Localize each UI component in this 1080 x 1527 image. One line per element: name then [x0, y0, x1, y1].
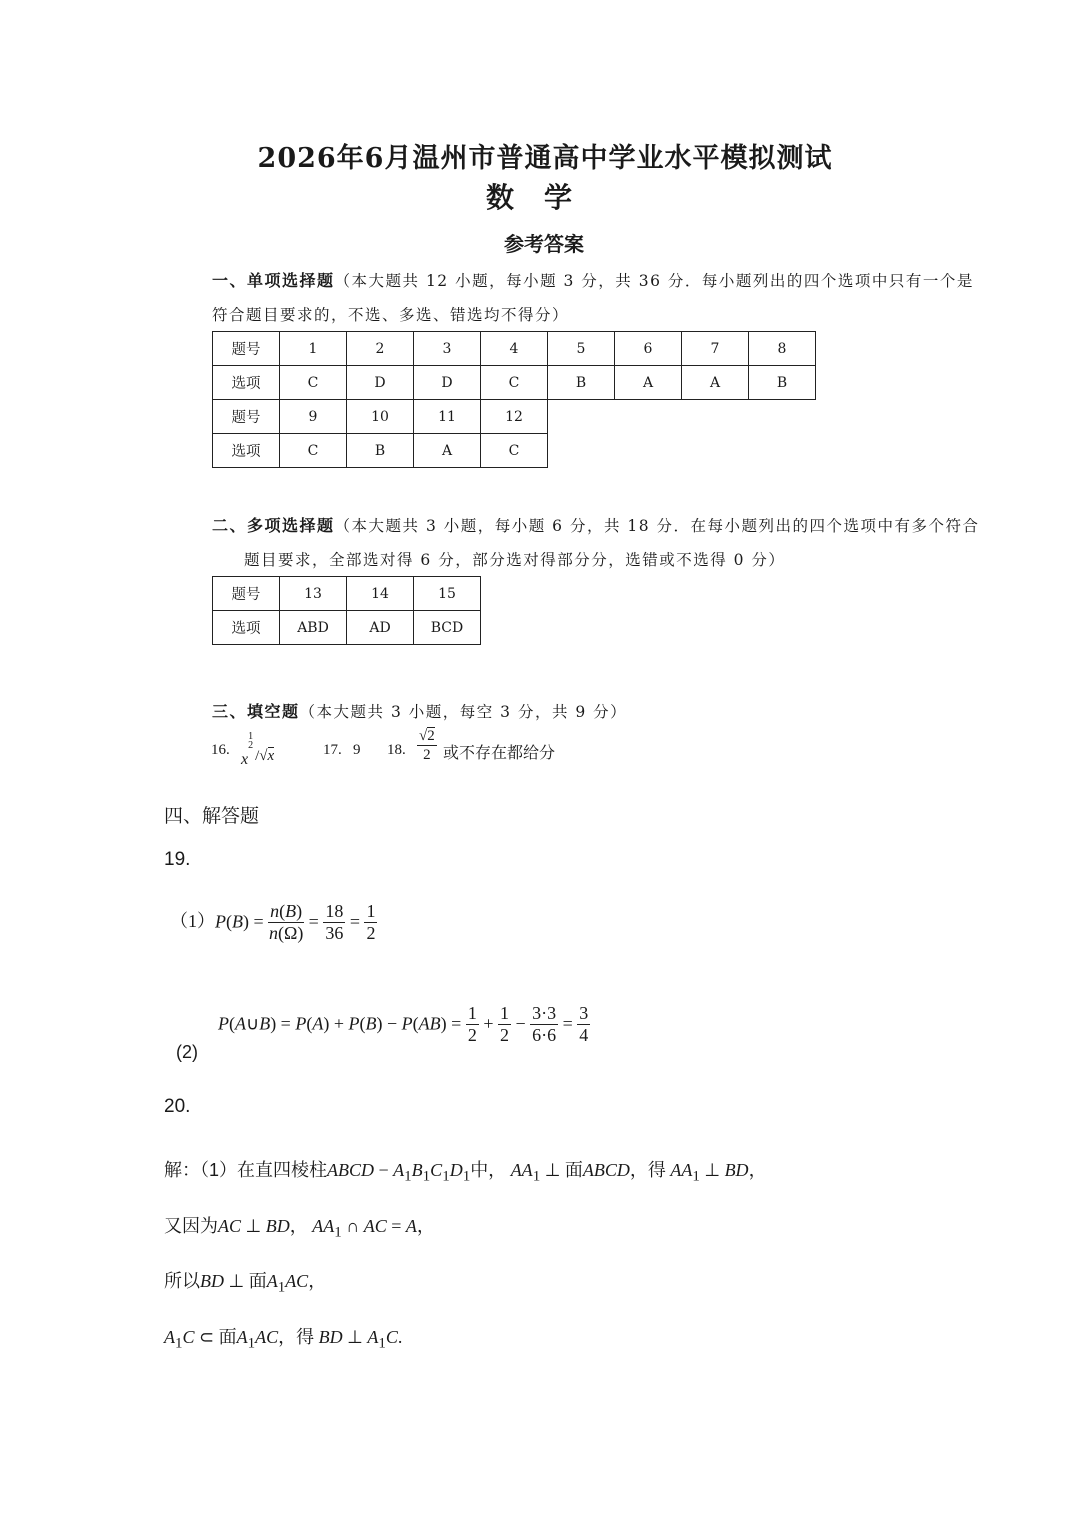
q16-answer: x1 2/√x — [241, 731, 275, 768]
q18-note: 或不存在都给分 — [443, 745, 556, 762]
empty-cell — [548, 400, 615, 434]
q20-line4: $A_1C$ ⊂ 面$A_1AC$，得 BD ⊥ $A_1C$. — [164, 1327, 403, 1352]
q18-answer-fraction: $\frac{√2}{2}$ — [419, 728, 435, 763]
question-number: 11 — [414, 400, 481, 434]
section3-name: 三、填空题 — [212, 702, 300, 721]
section1-desc-line1: （本大题共 12 小题，每小题 3 分，共 36 分．每小题列出的四个选项中只有一个是 — [334, 272, 974, 290]
question-number: 2 — [347, 332, 414, 366]
question-number: 1 — [280, 332, 347, 366]
row-label-question: 题号 — [213, 577, 280, 611]
answer-cell: B — [347, 434, 414, 468]
q19-part2-label: (2) — [176, 1042, 198, 1062]
question-number: 9 — [280, 400, 347, 434]
answer-cell: BCD — [414, 611, 481, 645]
question-number: 6 — [615, 332, 682, 366]
row-label-option: 选项 — [213, 611, 280, 645]
table-row — [213, 577, 481, 611]
section4-heading: 四、解答题 — [164, 806, 260, 827]
answer-cell: A — [615, 366, 682, 400]
question-number: 5 — [548, 332, 615, 366]
q20-line4-face: 面 — [218, 1327, 237, 1347]
answer-cell: C — [481, 434, 548, 468]
question-number: 8 — [749, 332, 816, 366]
answer-cell: A — [682, 366, 749, 400]
section2-heading — [212, 513, 980, 536]
q16-number: 16. — [211, 742, 230, 758]
question-number: 3 — [414, 332, 481, 366]
section2-name: 二、多项选择题 — [212, 516, 335, 535]
q19-part1-label: （1） — [170, 911, 215, 932]
q20-line1-face: 面 — [564, 1160, 583, 1180]
answer-cell: B — [548, 366, 615, 400]
q20-line4-get: ，得 — [278, 1327, 315, 1347]
row-label-option: 选项 — [213, 366, 280, 400]
empty-cell — [615, 400, 682, 434]
q17-number: 17. — [323, 742, 342, 758]
question-number: 14 — [347, 577, 414, 611]
empty-cell — [749, 400, 816, 434]
question-number: 15 — [414, 577, 481, 611]
empty-cell — [682, 434, 749, 468]
answer-cell: C — [280, 434, 347, 468]
fraction: $\frac{18}{36}$ — [325, 901, 344, 943]
q20-line1-mid: 中， — [470, 1160, 507, 1180]
section3-heading — [212, 699, 627, 722]
table-row — [213, 332, 816, 366]
section1-desc-line2: 符合题目要求的，不选、多选、错选均不得分） — [212, 306, 570, 324]
q20-line1-prefix: 解：（1）在直四棱柱 — [164, 1160, 328, 1180]
answer-cell: C — [280, 366, 347, 400]
row-label-option: 选项 — [213, 434, 280, 468]
section1-heading — [212, 268, 974, 291]
q20-line3: 所以BD ⊥ 面$A_1AC$， — [164, 1271, 327, 1296]
answer-cell: A — [414, 434, 481, 468]
document-title: 2026年6月温州市普通高中学业水平模拟测试 — [257, 143, 833, 174]
q19-part1: （1）P(B) = $\frac{n(B)}{n(\Omega)}$ = $\frac{18}{36}$ = $\frac{1}{2}$ — [170, 901, 376, 943]
section1-name: 一、单项选择题 — [212, 271, 335, 290]
q18-number: 18. — [387, 742, 406, 758]
q20-line3-prefix: 所以 — [164, 1271, 200, 1291]
empty-cell — [615, 434, 682, 468]
fraction: $\frac{n(B)}{n(\Omega)}$ — [268, 901, 304, 943]
empty-cell — [682, 400, 749, 434]
table-row — [213, 611, 481, 645]
table-row — [213, 434, 816, 468]
answers-heading: 参考答案 — [504, 232, 584, 256]
q20-line1-get: ，得 — [629, 1160, 666, 1180]
q19-part2-formula: P(A∪B) = P(A) + P(B) − P(AB) = $\frac{1}{2}$ + $\frac{1}{2}$ − $\frac{3\cdot 3}{6\cdot 6}$ = $\frac{3}{4}$ — [218, 1003, 589, 1045]
section1-answer-table — [212, 331, 816, 468]
answer-cell: B — [749, 366, 816, 400]
q20-line3-face: 面 — [248, 1271, 267, 1291]
q20-line2: 又因为AC ⊥ BD， $AA_1$ ∩ AC = A， — [164, 1216, 435, 1241]
q19-number: 19. — [164, 849, 191, 870]
row-label-question: 题号 — [213, 332, 280, 366]
section2-desc-line2: 题目要求，全部选对得 6 分，部分选对得部分分，选错或不选得 0 分） — [244, 551, 786, 569]
q20-number: 20. — [164, 1096, 191, 1117]
empty-cell — [749, 434, 816, 468]
empty-cell — [548, 434, 615, 468]
question-number: 4 — [481, 332, 548, 366]
answer-cell: C — [481, 366, 548, 400]
q20-line1: 解：（1）在直四棱柱ABCD − $A_1B_1C_1D_1$中， $AA_1$ ⊥ 面ABCD，得 $AA_1$ ⊥ BD， — [164, 1160, 767, 1185]
section2-desc-line1: （本大题共 3 小题，每小题 6 分，共 18 分．在每小题列出的四个选项中有多个符合 — [334, 517, 980, 535]
question-number: 13 — [280, 577, 347, 611]
section2-answer-table — [212, 576, 481, 645]
question-number: 10 — [347, 400, 414, 434]
section3-desc: （本大题共 3 小题，每空 3 分，共 9 分） — [299, 703, 628, 721]
answer-cell: D — [414, 366, 481, 400]
q17-answer: 9 — [353, 742, 361, 758]
question-number: 7 — [682, 332, 749, 366]
fraction: $\frac{1}{2}$ — [366, 901, 376, 943]
table-row — [213, 400, 816, 434]
row-label-question: 题号 — [213, 400, 280, 434]
answer-cell: D — [347, 366, 414, 400]
table-row — [213, 366, 816, 400]
q20-line2-prefix: 又因为 — [164, 1216, 218, 1236]
answer-cell: AD — [347, 611, 414, 645]
question-number: 12 — [481, 400, 548, 434]
answer-cell: ABD — [280, 611, 347, 645]
subject-heading: 数学 — [485, 181, 602, 214]
